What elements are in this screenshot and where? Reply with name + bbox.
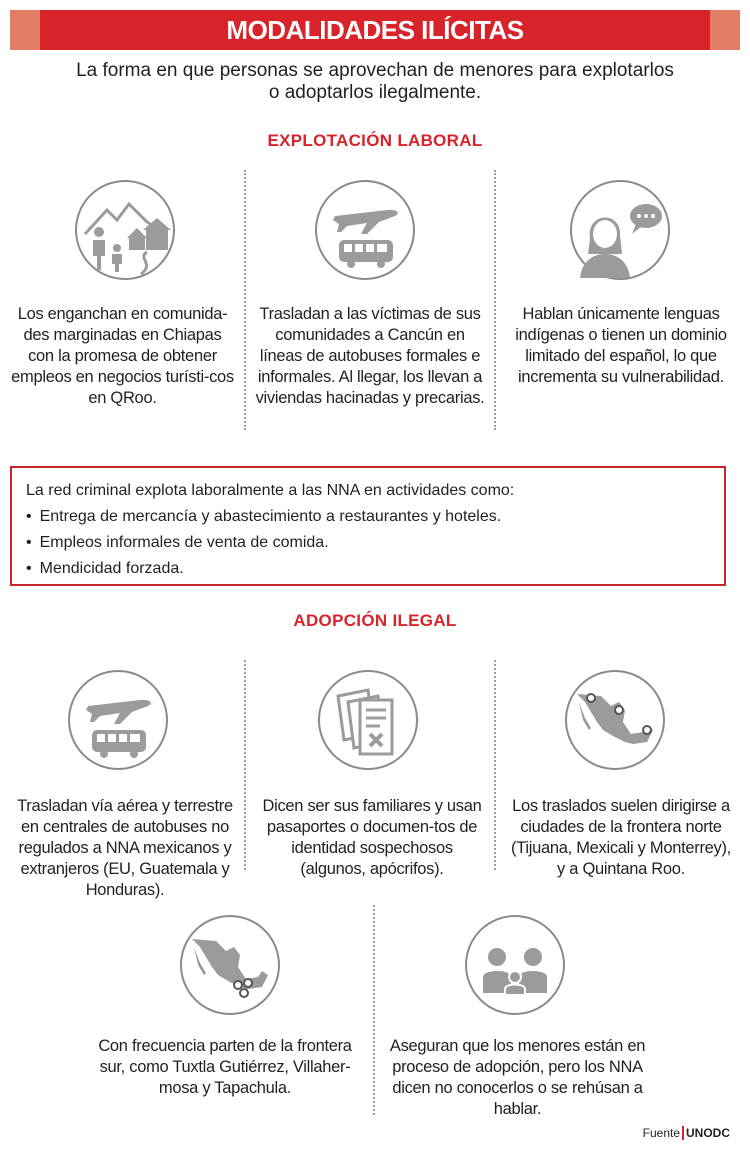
source-label: Fuente bbox=[642, 1126, 680, 1140]
mexico-map-south-pins-icon bbox=[180, 915, 280, 1015]
adopcion-item-1-text: Trasladan vía aérea y terrestre en centrales de autobuses no regulados a NNA mexicanos y extranjeros (EU, Guatemala y Honduras). bbox=[17, 797, 233, 899]
title-banner bbox=[10, 10, 740, 50]
explotacion-item-2-text: Trasladan a las víctimas de sus comunidades a Cancún en líneas de autobuses formales e informales. Al llegar, los llevan a viviendas hacinadas y precarias. bbox=[255, 305, 485, 407]
section-title-adopcion: ADOPCIÓN ILEGAL bbox=[293, 611, 457, 630]
activities-intro: La red criminal explota laboralmente a las NNA en actividades como: bbox=[26, 482, 515, 499]
column-divider bbox=[494, 170, 496, 430]
banner-left-tab bbox=[10, 10, 40, 50]
subtitle-line-2: o adoptarlos ilegalmente. bbox=[268, 82, 482, 103]
page-subtitle bbox=[60, 60, 690, 104]
section-title-explotacion: EXPLOTACIÓN LABORAL bbox=[267, 131, 483, 150]
airplane-bus-icon bbox=[315, 180, 415, 280]
page-title: MODALIDADES ILÍCITAS bbox=[40, 10, 710, 50]
girl-speech-bubble-icon bbox=[570, 180, 670, 280]
activities-box bbox=[10, 466, 726, 586]
column-divider bbox=[244, 660, 246, 870]
subtitle-line-1: La forma en que personas se aprovechan de menores para explotarlos bbox=[76, 60, 674, 81]
activity-bullet: • Entrega de mercancía y abastecimiento a restaurantes y hoteles. bbox=[26, 504, 710, 530]
false-documents-icon bbox=[318, 670, 418, 770]
mountain-village-family-icon bbox=[75, 180, 175, 280]
adopcion-item-2-text: Dicen ser sus familiares y usan pasaportes o documen-tos de identidad sospechosos (algunos, apócrifos). bbox=[262, 797, 482, 878]
mexico-map-north-pins-icon bbox=[565, 670, 665, 770]
explotacion-item-1-text: Los enganchan en comunida-des marginadas en Chiapas con la promesa de obtener empleos en negocios turísti-cos en QRoo. bbox=[11, 305, 234, 407]
adopcion-item-3-text: Los traslados suelen dirigirse a ciudades de la frontera norte (Tijuana, Mexicali y Monterrey), y a Quintana Roo. bbox=[511, 797, 731, 878]
activity-bullet: • Mendicidad forzada. bbox=[26, 556, 710, 582]
banner-right-tab bbox=[710, 10, 740, 50]
source-credit bbox=[643, 1126, 730, 1140]
source-org: UNODC bbox=[682, 1126, 730, 1140]
adopcion-item-5-text: Aseguran que los menores están en proceso de adopción, pero los NNA dicen no conocerlos o se rehúsan a hablar. bbox=[389, 1037, 646, 1118]
column-divider bbox=[373, 905, 375, 1115]
adults-with-child-icon bbox=[465, 915, 565, 1015]
explotacion-item-3-text: Hablan únicamente lenguas indígenas o tienen un dominio limitado del español, lo que incrementa su vulnerabilidad. bbox=[515, 305, 727, 386]
adopcion-item-4-text: Con frecuencia parten de la frontera sur, como Tuxtla Gutiérrez, Villaher-mosa y Tapachula. bbox=[98, 1037, 352, 1097]
airplane-bus-icon bbox=[68, 670, 168, 770]
column-divider bbox=[494, 660, 496, 870]
activity-bullet: • Empleos informales de venta de comida. bbox=[26, 530, 710, 556]
column-divider bbox=[244, 170, 246, 430]
